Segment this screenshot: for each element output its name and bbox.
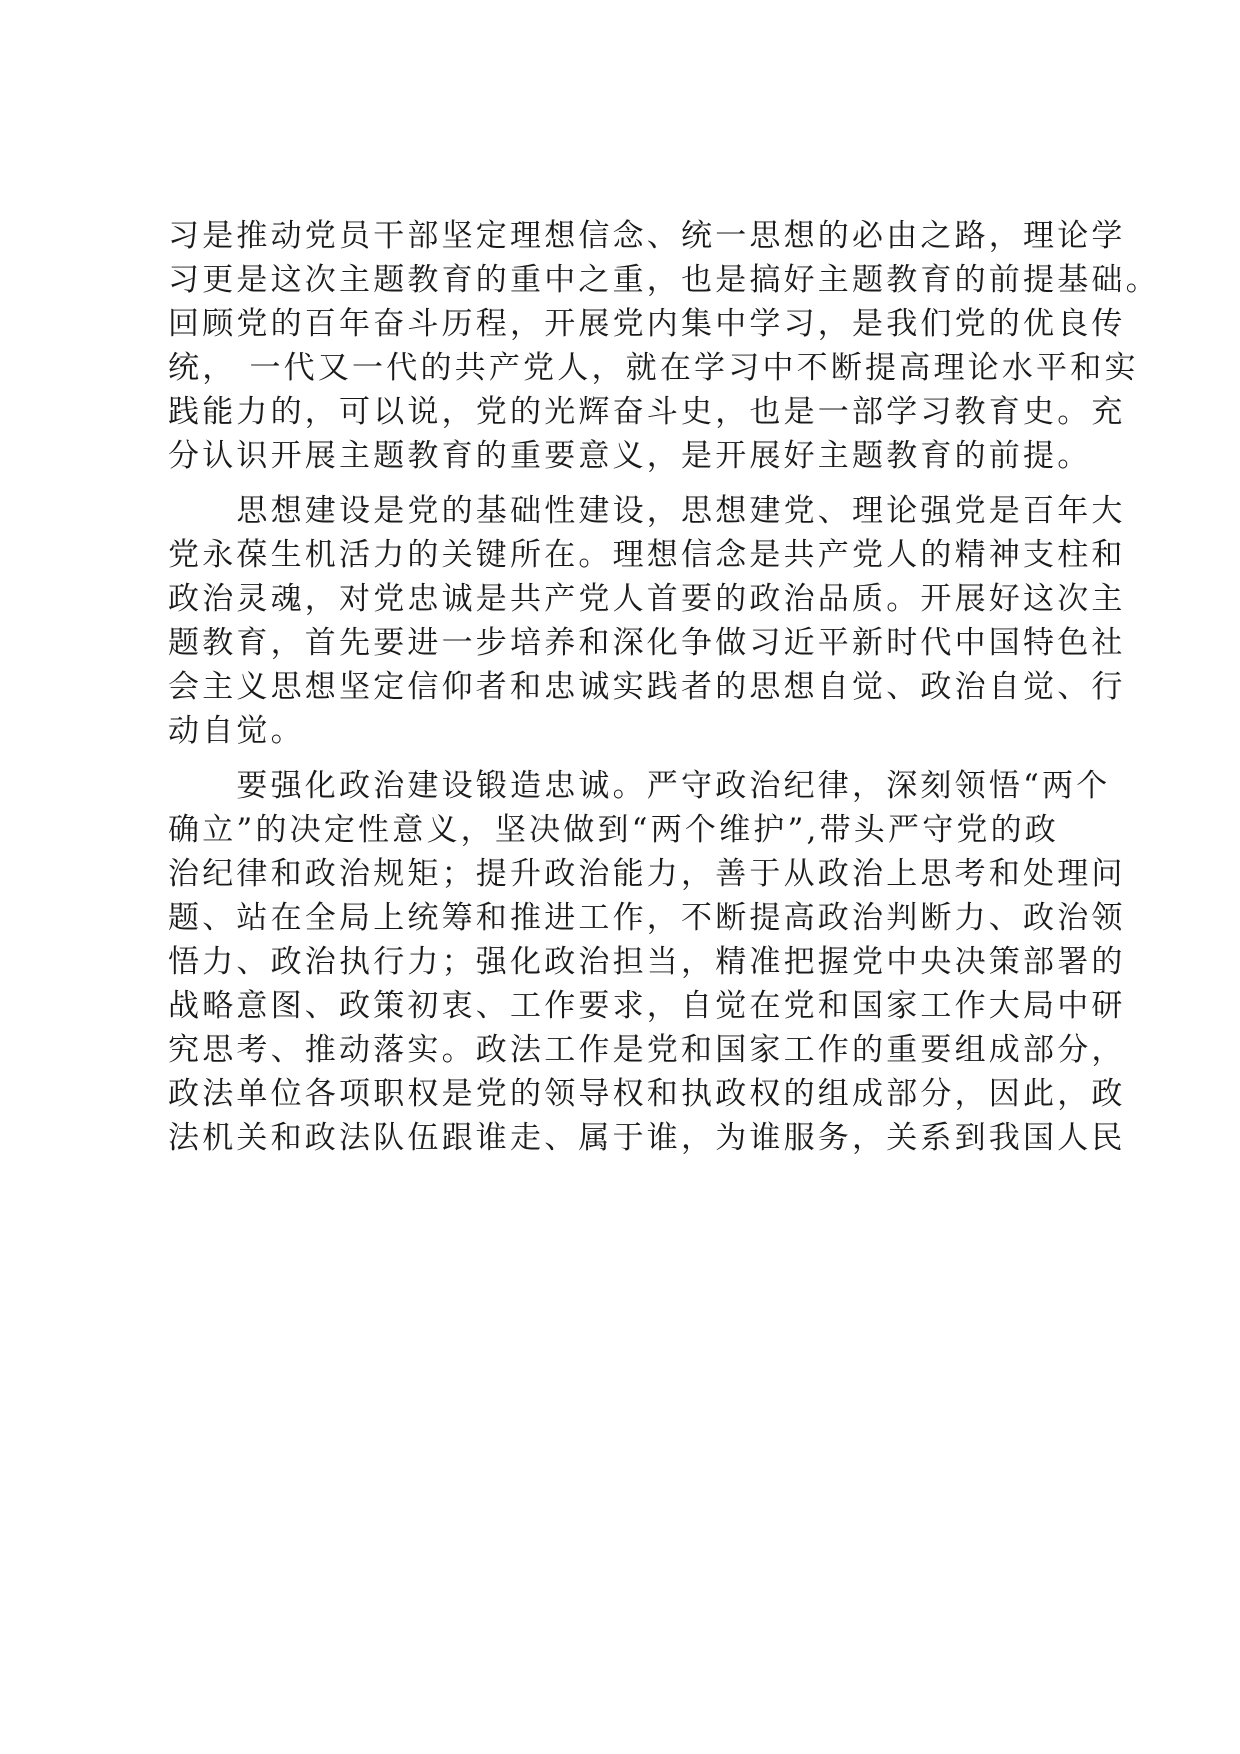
- text-line: 思想建设是党的基础性建设，思想建党、理论强党是百年大: [168, 493, 1126, 529]
- text-line: 要强化政治建设锻造忠诚。严守政治纪律，深刻领悟“两个: [168, 768, 1111, 804]
- paragraph-3: [168, 764, 1126, 1160]
- text-line: 题教育，首先要进一步培养和深化争做习近平新时代中国特色社: [168, 625, 1126, 661]
- paragraph-2: [168, 489, 1126, 753]
- text-line: 回顾党的百年奋斗历程，开展党内集中学习，是我们党的优良传: [168, 306, 1126, 342]
- text-line: 会主义思想坚定信仰者和忠诚实践者的思想自觉、政治自觉、行: [168, 669, 1126, 705]
- paragraph-1: [168, 214, 1160, 478]
- text-line: 习是推动党员干部坚定理想信念、统一思想的必由之路，理论学: [168, 218, 1126, 254]
- text-line: 政治灵魂，对党忠诚是共产党人首要的政治品质。开展好这次主: [168, 581, 1126, 617]
- text-line: 究思考、推动落实。政法工作是党和国家工作的重要组成部分，: [168, 1032, 1126, 1068]
- text-line: 党永葆生机活力的关键所在。理想信念是共产党人的精神支柱和: [168, 537, 1126, 573]
- text-line: 确立”的决定性意义，坚决做到“两个维护”,带头严守党的政: [168, 812, 1059, 848]
- text-line: 战略意图、政策初衷、工作要求，自觉在党和国家工作大局中研: [168, 988, 1126, 1024]
- text-line: 悟力、政治执行力；强化政治担当，精准把握党中央决策部署的: [168, 944, 1126, 980]
- text-line: 统， 一代又一代的共产党人，就在学习中不断提高理论水平和实: [168, 350, 1139, 386]
- text-line: 动自觉。: [168, 713, 305, 749]
- text-line: 政法单位各项职权是党的领导权和执政权的组成部分，因此，政: [168, 1076, 1126, 1112]
- text-line: 分认识开展主题教育的重要意义，是开展好主题教育的前提。: [168, 438, 1092, 474]
- text-line: 题、站在全局上统筹和推进工作，不断提高政治判断力、政治领: [168, 900, 1126, 936]
- text-line: 践能力的，可以说，党的光辉奋斗史，也是一部学习教育史。充: [168, 394, 1126, 430]
- text-line: 治纪律和政治规矩；提升政治能力，善于从政治上思考和处理问: [168, 856, 1126, 892]
- body-text: [168, 214, 1160, 1160]
- text-line: 法机关和政法队伍跟谁走、属于谁，为谁服务，关系到我国人民: [168, 1120, 1126, 1156]
- text-line: 习更是这次主题教育的重中之重，也是搞好主题教育的前提基础。: [168, 262, 1160, 298]
